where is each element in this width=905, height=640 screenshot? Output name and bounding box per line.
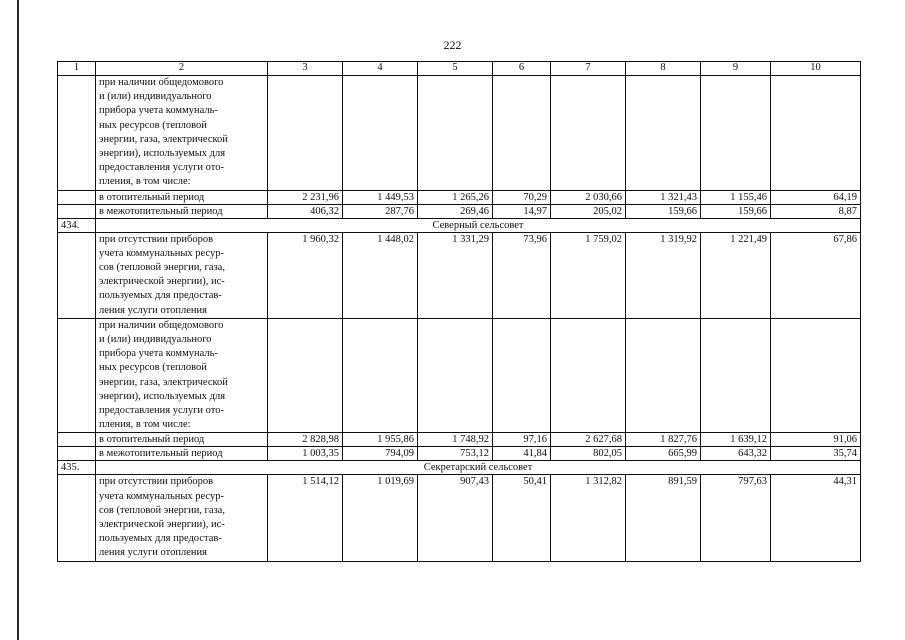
value-cell: 35,74	[771, 447, 861, 461]
description-line: в отопительный период	[99, 191, 205, 203]
description-line: пления, в том числе:	[99, 419, 191, 431]
header-cell: 10	[771, 62, 861, 76]
description-line: при наличии общедомового	[99, 77, 224, 88]
value-cell: 41,84	[493, 447, 551, 461]
description-line: при отсутствии приборов	[99, 476, 214, 488]
value-cell: 287,76	[343, 204, 418, 218]
description-line: предоставления услуги ото-	[99, 405, 224, 417]
value-cell	[626, 76, 701, 191]
value-cell	[268, 318, 343, 433]
description-line: электрической энергии), ис-	[99, 519, 225, 531]
description-line: пользуемых для предостав-	[99, 533, 222, 545]
header-cell: 6	[493, 62, 551, 76]
row-number-cell	[58, 76, 96, 191]
value-cell: 14,97	[493, 204, 551, 218]
value-cell: 269,46	[418, 204, 493, 218]
table-row	[58, 232, 861, 318]
description-line: электрической энергии), ис-	[99, 276, 225, 288]
description-line: энергии), используемых для	[99, 148, 226, 160]
table-row	[58, 447, 861, 461]
description-line: в отопительный период	[99, 434, 205, 446]
value-cell	[493, 318, 551, 433]
row-number-cell: 435.	[58, 461, 96, 475]
description-line: предоставления услуги ото-	[99, 162, 224, 174]
description-cell	[96, 232, 268, 318]
description-line: энергии, газа, электрической	[99, 133, 228, 145]
description-cell	[96, 204, 268, 218]
value-cell	[551, 318, 626, 433]
value-cell: 205,02	[551, 204, 626, 218]
value-cell	[268, 76, 343, 191]
description-line: учета коммунальных ресур-	[99, 490, 224, 502]
value-cell: 70,29	[493, 190, 551, 204]
value-cell: 2 627,68	[551, 433, 626, 447]
value-cell: 1 221,49	[701, 232, 771, 318]
value-cell: 643,32	[701, 447, 771, 461]
section-title: Северный сельсовет	[96, 218, 861, 232]
tariff-table	[57, 61, 861, 562]
description-line: ных ресурсов (тепловой	[99, 119, 207, 131]
value-cell: 159,66	[626, 204, 701, 218]
row-number-cell	[58, 232, 96, 318]
row-number-cell	[58, 447, 96, 461]
value-cell	[771, 76, 861, 191]
value-cell	[418, 76, 493, 191]
value-cell	[343, 76, 418, 191]
value-cell: 1 514,12	[268, 475, 343, 561]
value-cell: 1 448,02	[343, 232, 418, 318]
value-cell: 1 748,92	[418, 433, 493, 447]
value-cell: 91,06	[771, 433, 861, 447]
description-line: при наличии общедомового	[99, 319, 224, 331]
value-cell: 665,99	[626, 447, 701, 461]
table-row	[58, 204, 861, 218]
value-cell: 1 265,26	[418, 190, 493, 204]
description-line: в межотопительный период	[99, 205, 223, 217]
section-row	[58, 218, 861, 232]
description-line: и (или) индивидуального	[99, 91, 212, 103]
description-line: пления, в том числе:	[99, 176, 191, 188]
description-line: учета коммунальных ресур-	[99, 247, 224, 259]
value-cell: 802,05	[551, 447, 626, 461]
description-line: прибора учета коммуналь-	[99, 348, 218, 360]
section-title: Секретарский сельсовет	[96, 461, 861, 475]
header-cell: 9	[701, 62, 771, 76]
description-cell	[96, 190, 268, 204]
value-cell	[771, 318, 861, 433]
value-cell	[493, 76, 551, 191]
value-cell: 1 759,02	[551, 232, 626, 318]
header-cell: 5	[418, 62, 493, 76]
header-row	[58, 62, 861, 76]
description-line: ных ресурсов (тепловой	[99, 362, 207, 374]
value-cell: 73,96	[493, 232, 551, 318]
row-number-cell	[58, 190, 96, 204]
description-line: и (или) индивидуального	[99, 334, 212, 346]
description-cell	[96, 76, 268, 191]
value-cell: 64,19	[771, 190, 861, 204]
description-line: энергии), используемых для	[99, 390, 226, 402]
value-cell: 1 003,35	[268, 447, 343, 461]
description-line: при отсутствии приборов	[99, 233, 214, 245]
value-cell: 1 639,12	[701, 433, 771, 447]
value-cell: 67,86	[771, 232, 861, 318]
table-row	[58, 475, 861, 561]
value-cell: 2 030,66	[551, 190, 626, 204]
description-line: сов (тепловой энергии, газа,	[99, 504, 225, 516]
description-line: в межотопительный период	[99, 448, 223, 460]
value-cell	[418, 318, 493, 433]
value-cell: 1 449,53	[343, 190, 418, 204]
value-cell: 1 955,86	[343, 433, 418, 447]
row-number-cell	[58, 433, 96, 447]
table-row	[58, 76, 861, 191]
description-line: ления услуги отопления	[99, 304, 207, 316]
value-cell: 8,87	[771, 204, 861, 218]
value-cell: 794,09	[343, 447, 418, 461]
header-cell: 1	[58, 62, 96, 76]
description-line: энергии, газа, электрической	[99, 376, 228, 388]
value-cell: 50,41	[493, 475, 551, 561]
value-cell: 2 828,98	[268, 433, 343, 447]
description-cell	[96, 433, 268, 447]
value-cell: 97,16	[493, 433, 551, 447]
value-cell: 891,59	[626, 475, 701, 561]
description-line: ления услуги отопления	[99, 547, 207, 559]
row-number-cell	[58, 475, 96, 561]
description-cell	[96, 475, 268, 561]
value-cell: 1 321,43	[626, 190, 701, 204]
page-number: 222	[443, 38, 462, 52]
description-line: пользуемых для предостав-	[99, 290, 222, 302]
page-binding-line	[17, 0, 19, 640]
header-cell: 4	[343, 62, 418, 76]
value-cell: 2 231,96	[268, 190, 343, 204]
value-cell	[343, 318, 418, 433]
value-cell: 1 960,32	[268, 232, 343, 318]
value-cell	[551, 76, 626, 191]
table-row	[58, 190, 861, 204]
value-cell: 406,32	[268, 204, 343, 218]
header-cell: 3	[268, 62, 343, 76]
row-number-cell	[58, 318, 96, 433]
value-cell: 1 155,46	[701, 190, 771, 204]
value-cell: 1 331,29	[418, 232, 493, 318]
value-cell: 907,43	[418, 475, 493, 561]
value-cell: 159,66	[701, 204, 771, 218]
header-cell: 7	[551, 62, 626, 76]
row-number-cell: 434.	[58, 218, 96, 232]
header-cell: 2	[96, 62, 268, 76]
value-cell: 1 319,92	[626, 232, 701, 318]
value-cell: 753,12	[418, 447, 493, 461]
description-cell	[96, 447, 268, 461]
value-cell: 1 312,82	[551, 475, 626, 561]
description-cell	[96, 318, 268, 433]
value-cell	[626, 318, 701, 433]
description-line: сов (тепловой энергии, газа,	[99, 262, 225, 274]
value-cell	[701, 318, 771, 433]
value-cell: 797,63	[701, 475, 771, 561]
table-row	[58, 318, 861, 433]
row-number-cell	[58, 204, 96, 218]
header-cell: 8	[626, 62, 701, 76]
table-row	[58, 433, 861, 447]
description-line: прибора учета коммуналь-	[99, 105, 218, 117]
section-row	[58, 461, 861, 475]
value-cell: 44,31	[771, 475, 861, 561]
value-cell: 1 827,76	[626, 433, 701, 447]
value-cell	[701, 76, 771, 191]
value-cell: 1 019,69	[343, 475, 418, 561]
